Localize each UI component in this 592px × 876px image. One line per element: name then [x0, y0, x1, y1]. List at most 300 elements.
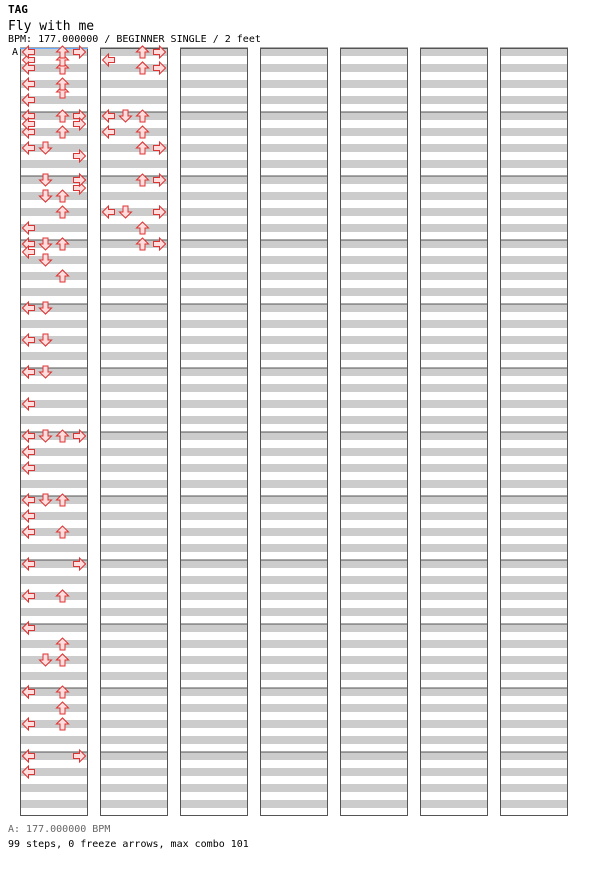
beat-stripe	[500, 448, 568, 456]
beat-stripe	[340, 656, 408, 664]
beat-stripe	[260, 512, 328, 520]
left-arrow-icon	[103, 126, 115, 138]
beat-stripe	[340, 624, 408, 632]
beat-stripe	[180, 240, 248, 248]
beat-stripe	[420, 256, 488, 264]
up-arrow-icon	[57, 702, 69, 714]
bpm-change-marker-label: A	[12, 47, 19, 58]
beat-stripe	[260, 480, 328, 488]
down-arrow-icon	[120, 206, 132, 218]
beat-stripe	[500, 288, 568, 296]
beat-stripe	[340, 256, 408, 264]
up-arrow-icon	[57, 654, 69, 666]
beat-stripe	[260, 464, 328, 472]
beat-stripe	[180, 544, 248, 552]
beat-stripe	[420, 192, 488, 200]
beat-stripe	[420, 480, 488, 488]
up-arrow-icon	[137, 126, 149, 138]
beat-stripe	[180, 96, 248, 104]
beat-stripe	[260, 800, 328, 808]
beat-stripe	[260, 752, 328, 760]
beat-stripe	[100, 736, 168, 744]
beat-stripe	[100, 608, 168, 616]
beat-stripe	[260, 784, 328, 792]
beat-stripe	[500, 496, 568, 504]
beat-stripe	[20, 704, 88, 712]
beat-stripe	[340, 352, 408, 360]
beat-stripe	[100, 192, 168, 200]
beat-stripe	[260, 160, 328, 168]
beat-stripe	[500, 624, 568, 632]
beat-stripe	[420, 656, 488, 664]
beat-stripe	[20, 656, 88, 664]
beat-stripe	[20, 320, 88, 328]
beat-stripe	[180, 784, 248, 792]
beat-stripe	[260, 192, 328, 200]
down-arrow-icon	[40, 190, 52, 202]
beat-stripe	[420, 608, 488, 616]
beat-stripe	[340, 416, 408, 424]
beat-stripe	[180, 624, 248, 632]
beat-stripe	[500, 48, 568, 56]
beat-stripe	[100, 320, 168, 328]
beat-stripe	[500, 112, 568, 120]
down-arrow-icon	[40, 334, 52, 346]
beat-stripe	[500, 528, 568, 536]
beat-stripe	[260, 224, 328, 232]
beat-stripe	[340, 496, 408, 504]
beat-stripe	[180, 576, 248, 584]
beat-stripe	[180, 432, 248, 440]
beat-stripe	[340, 672, 408, 680]
up-arrow-icon	[57, 718, 69, 730]
beat-stripe	[20, 784, 88, 792]
beat-stripe	[420, 176, 488, 184]
right-arrow-icon	[154, 206, 166, 218]
beat-stripe	[420, 624, 488, 632]
beat-stripe	[180, 752, 248, 760]
beat-stripe	[20, 272, 88, 280]
beat-stripe	[20, 672, 88, 680]
beat-stripe	[260, 432, 328, 440]
beat-stripe	[420, 432, 488, 440]
beat-stripe	[100, 272, 168, 280]
beat-stripe	[180, 144, 248, 152]
beat-stripe	[340, 544, 408, 552]
beat-stripe	[100, 704, 168, 712]
beat-stripe	[420, 160, 488, 168]
beat-stripe	[420, 560, 488, 568]
beat-stripe	[100, 720, 168, 728]
beat-stripe	[180, 288, 248, 296]
beat-stripe	[500, 80, 568, 88]
beat-stripe	[420, 752, 488, 760]
beat-stripe	[20, 544, 88, 552]
beat-stripe	[100, 640, 168, 648]
beat-stripe	[340, 160, 408, 168]
beat-stripe	[500, 720, 568, 728]
beat-stripe	[260, 48, 328, 56]
beat-stripe	[20, 576, 88, 584]
beat-stripe	[100, 256, 168, 264]
beat-stripe	[500, 544, 568, 552]
beat-stripe	[340, 592, 408, 600]
beat-stripe	[180, 608, 248, 616]
beat-stripe	[500, 224, 568, 232]
left-arrow-icon	[23, 398, 35, 410]
beat-stripe	[420, 240, 488, 248]
beat-stripe	[180, 704, 248, 712]
beat-stripe	[500, 368, 568, 376]
left-arrow-icon	[23, 462, 35, 474]
beat-stripe	[500, 272, 568, 280]
left-arrow-icon	[23, 718, 35, 730]
beat-stripe	[180, 208, 248, 216]
beat-stripe	[260, 720, 328, 728]
beat-stripe	[340, 640, 408, 648]
beat-stripe	[500, 784, 568, 792]
beat-stripe	[340, 688, 408, 696]
beat-stripe	[340, 304, 408, 312]
beat-stripe	[20, 256, 88, 264]
beat-stripe	[260, 448, 328, 456]
beat-stripe	[260, 96, 328, 104]
up-arrow-icon	[57, 126, 69, 138]
beat-stripe	[180, 112, 248, 120]
beat-stripe	[100, 224, 168, 232]
beat-stripe	[260, 80, 328, 88]
beat-stripe	[260, 656, 328, 664]
beat-stripe	[100, 304, 168, 312]
beat-stripe	[180, 272, 248, 280]
beat-stripe	[260, 320, 328, 328]
beat-stripe	[260, 576, 328, 584]
beat-stripe	[340, 560, 408, 568]
beat-stripe	[420, 128, 488, 136]
up-arrow-icon	[57, 206, 69, 218]
chart-tag: TAG	[8, 3, 28, 16]
beat-stripe	[420, 368, 488, 376]
beat-stripe	[20, 160, 88, 168]
beat-stripe	[20, 800, 88, 808]
beat-stripe	[260, 128, 328, 136]
beat-stripe	[420, 736, 488, 744]
beat-stripe	[340, 464, 408, 472]
beat-stripe	[420, 720, 488, 728]
beat-stripe	[340, 80, 408, 88]
beat-stripe	[500, 176, 568, 184]
beat-stripe	[500, 608, 568, 616]
beat-stripe	[420, 528, 488, 536]
beat-stripe	[100, 368, 168, 376]
beat-stripe	[340, 576, 408, 584]
beat-stripe	[260, 144, 328, 152]
beat-stripe	[340, 112, 408, 120]
left-arrow-icon	[23, 766, 35, 778]
beat-stripe	[260, 640, 328, 648]
beat-stripe	[100, 784, 168, 792]
beat-stripe	[100, 96, 168, 104]
beat-stripe	[180, 672, 248, 680]
left-arrow-icon	[23, 446, 35, 458]
left-arrow-icon	[23, 590, 35, 602]
beat-stripe	[420, 576, 488, 584]
beat-stripe	[100, 432, 168, 440]
bpm-legend: A: 177.000000 BPM	[8, 824, 111, 835]
beat-stripe	[260, 240, 328, 248]
beat-stripe	[180, 656, 248, 664]
beat-stripe	[260, 544, 328, 552]
beat-stripe	[180, 448, 248, 456]
beat-stripe	[340, 48, 408, 56]
right-arrow-icon	[154, 142, 166, 154]
beat-stripe	[340, 144, 408, 152]
beat-stripe	[180, 480, 248, 488]
beat-stripe	[260, 768, 328, 776]
beat-stripe	[260, 624, 328, 632]
beat-stripe	[180, 512, 248, 520]
beat-stripe	[500, 432, 568, 440]
left-arrow-icon	[23, 334, 35, 346]
beat-stripe	[260, 256, 328, 264]
beat-stripe	[500, 96, 568, 104]
beat-stripe	[100, 528, 168, 536]
beat-stripe	[100, 384, 168, 392]
beat-stripe	[420, 144, 488, 152]
beat-stripe	[180, 800, 248, 808]
beat-stripe	[260, 336, 328, 344]
beat-stripe	[420, 64, 488, 72]
beat-stripe	[420, 48, 488, 56]
beat-stripe	[420, 784, 488, 792]
beat-stripe	[500, 560, 568, 568]
beat-stripe	[340, 192, 408, 200]
beat-stripe	[180, 592, 248, 600]
beat-stripe	[340, 784, 408, 792]
beat-stripe	[420, 672, 488, 680]
beat-stripe	[340, 240, 408, 248]
beat-stripe	[500, 144, 568, 152]
beat-stripe	[100, 624, 168, 632]
beat-stripe	[420, 544, 488, 552]
beat-stripe	[500, 688, 568, 696]
beat-stripe	[100, 512, 168, 520]
beat-stripe	[180, 640, 248, 648]
beat-stripe	[420, 592, 488, 600]
beat-stripe	[180, 256, 248, 264]
beat-stripe	[180, 464, 248, 472]
beat-stripe	[340, 272, 408, 280]
beat-stripe	[260, 304, 328, 312]
up-arrow-icon	[137, 62, 149, 74]
beat-stripe	[340, 336, 408, 344]
beat-stripe	[340, 128, 408, 136]
beat-stripe	[180, 688, 248, 696]
left-arrow-icon	[23, 222, 35, 234]
beat-stripe	[100, 400, 168, 408]
beat-stripe	[420, 208, 488, 216]
beat-stripe	[260, 64, 328, 72]
left-arrow-icon	[23, 526, 35, 538]
chart-info: BPM: 177.000000 / BEGINNER SINGLE / 2 feet	[8, 34, 261, 45]
beat-stripe	[340, 96, 408, 104]
right-arrow-icon	[154, 62, 166, 74]
beat-stripe	[260, 288, 328, 296]
beat-stripe	[20, 288, 88, 296]
beat-stripe	[100, 80, 168, 88]
beat-stripe	[340, 608, 408, 616]
beat-stripe	[180, 224, 248, 232]
beat-stripe	[180, 48, 248, 56]
beat-stripe	[180, 192, 248, 200]
beat-stripe	[180, 720, 248, 728]
beat-stripe	[420, 640, 488, 648]
up-arrow-icon	[57, 270, 69, 282]
up-arrow-icon	[57, 638, 69, 650]
beat-stripe	[100, 768, 168, 776]
up-arrow-icon	[57, 590, 69, 602]
beat-stripe	[100, 464, 168, 472]
beat-stripe	[420, 320, 488, 328]
beat-stripe	[340, 368, 408, 376]
beat-stripe	[340, 208, 408, 216]
up-arrow-icon	[57, 190, 69, 202]
beat-stripe	[340, 176, 408, 184]
beat-stripe	[500, 64, 568, 72]
beat-stripe	[100, 496, 168, 504]
beat-stripe	[420, 416, 488, 424]
beat-stripe	[420, 352, 488, 360]
beat-stripe	[420, 800, 488, 808]
beat-stripe	[500, 240, 568, 248]
beat-stripe	[500, 576, 568, 584]
beat-stripe	[500, 384, 568, 392]
beat-stripe	[20, 608, 88, 616]
beat-stripe	[500, 656, 568, 664]
beat-stripe	[340, 384, 408, 392]
beat-stripe	[500, 800, 568, 808]
beat-stripe	[260, 688, 328, 696]
beat-stripe	[420, 288, 488, 296]
beat-stripe	[20, 192, 88, 200]
beat-stripe	[340, 288, 408, 296]
beat-stripe	[260, 592, 328, 600]
beat-stripe	[500, 160, 568, 168]
beat-stripe	[260, 560, 328, 568]
beat-stripe	[20, 384, 88, 392]
beat-stripe	[500, 736, 568, 744]
beat-stripe	[20, 208, 88, 216]
beat-stripe	[420, 272, 488, 280]
left-arrow-icon	[23, 142, 35, 154]
beat-stripe	[180, 128, 248, 136]
beat-stripe	[180, 416, 248, 424]
beat-stripe	[500, 304, 568, 312]
beat-stripe	[100, 352, 168, 360]
beat-stripe	[420, 512, 488, 520]
up-arrow-icon	[137, 142, 149, 154]
beat-stripe	[500, 320, 568, 328]
beat-stripe	[180, 736, 248, 744]
down-arrow-icon	[40, 142, 52, 154]
beat-stripe	[340, 320, 408, 328]
beat-stripe	[340, 480, 408, 488]
beat-stripe	[260, 176, 328, 184]
beat-stripe	[100, 752, 168, 760]
beat-stripe	[100, 160, 168, 168]
beat-stripe	[260, 272, 328, 280]
left-arrow-icon	[23, 78, 35, 90]
beat-stripe	[20, 480, 88, 488]
beat-stripe	[340, 752, 408, 760]
beat-stripe	[420, 768, 488, 776]
beat-stripe	[500, 208, 568, 216]
beat-stripe	[180, 64, 248, 72]
beat-stripe	[180, 176, 248, 184]
beat-stripe	[500, 752, 568, 760]
beat-stripe	[500, 592, 568, 600]
beat-stripe	[100, 560, 168, 568]
beat-stripe	[420, 400, 488, 408]
beat-stripe	[180, 320, 248, 328]
beat-stripe	[180, 384, 248, 392]
up-arrow-icon	[57, 78, 69, 90]
beat-stripe	[260, 400, 328, 408]
beat-stripe	[500, 336, 568, 344]
beat-stripe	[420, 496, 488, 504]
beat-stripe	[260, 112, 328, 120]
beat-stripe	[420, 464, 488, 472]
beat-stripe	[500, 512, 568, 520]
beat-stripe	[100, 544, 168, 552]
beat-stripe	[340, 448, 408, 456]
beat-stripe	[420, 384, 488, 392]
up-arrow-icon	[57, 526, 69, 538]
beat-stripe	[340, 64, 408, 72]
beat-stripe	[340, 736, 408, 744]
beat-stripe	[100, 800, 168, 808]
beat-stripe	[340, 528, 408, 536]
beat-stripe	[180, 496, 248, 504]
beat-stripe	[500, 672, 568, 680]
beat-stripe	[180, 304, 248, 312]
beat-stripe	[180, 528, 248, 536]
beat-stripe	[420, 224, 488, 232]
beat-stripe	[420, 336, 488, 344]
down-arrow-icon	[40, 654, 52, 666]
beat-stripe	[180, 560, 248, 568]
beat-stripe	[100, 416, 168, 424]
beat-stripe	[260, 208, 328, 216]
beat-stripe	[340, 400, 408, 408]
beat-stripe	[20, 416, 88, 424]
beat-stripe	[420, 688, 488, 696]
beat-stripe	[420, 704, 488, 712]
beat-stripe	[500, 256, 568, 264]
down-arrow-icon	[40, 254, 52, 266]
beat-stripe	[420, 112, 488, 120]
beat-stripe	[340, 768, 408, 776]
beat-stripe	[500, 704, 568, 712]
beat-stripe	[100, 688, 168, 696]
beat-stripe	[260, 528, 328, 536]
beat-stripe	[420, 96, 488, 104]
beat-stripe	[100, 480, 168, 488]
beat-stripe	[180, 336, 248, 344]
beat-stripe	[20, 736, 88, 744]
beat-stripe	[260, 352, 328, 360]
beat-stripe	[100, 336, 168, 344]
